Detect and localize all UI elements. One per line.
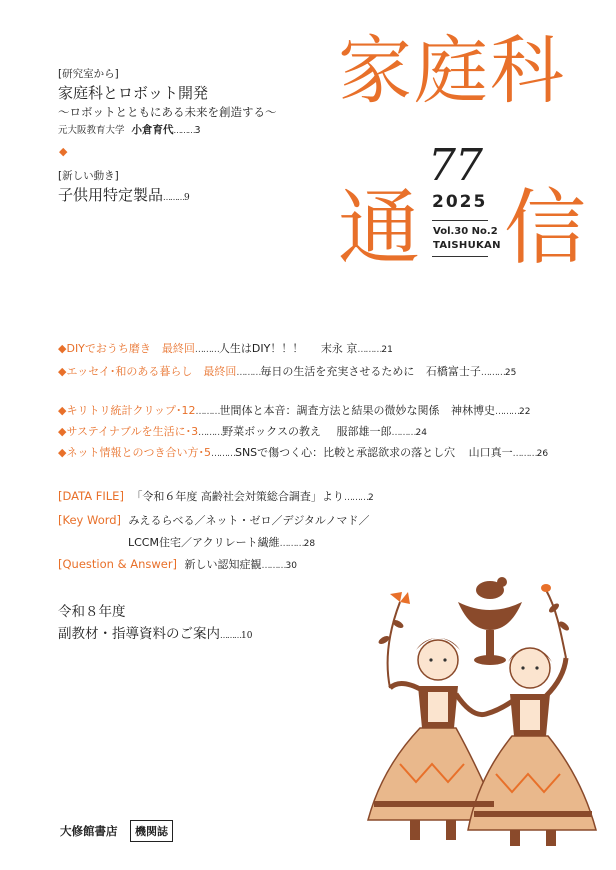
leader-dots: ……… [261,561,286,571]
page-number: 25 [504,368,517,378]
qa-row[interactable] [58,556,297,572]
serial-row[interactable] [58,444,548,460]
leader-dots: ……… [173,126,195,135]
serial-series: エッセイ･和のある暮らし 最終回 [66,365,237,378]
leader-dots: ……… [343,493,368,503]
serial-series: ネット情報とのつき合い方･5 [66,446,211,459]
news-tag: [新しい動き] [58,170,119,182]
serial-author: 神林博史 [451,404,496,417]
feature-tag: [研究室から] [58,68,119,80]
leader-dots: ……… [194,345,219,355]
serial-author: 山口真一 [468,446,513,459]
serial-title: 人生はDIY！！！ [218,342,304,355]
keyword-line1: みえるらべる／ネット・ゼロ／デジタルノマド／ [128,514,370,527]
masthead-char-right: 信 [504,181,587,276]
diamond-icon: ◆ [58,446,67,459]
keyword-row[interactable] [58,512,369,528]
leader-dots: ……… [357,345,382,355]
leader-dots: ……… [195,407,220,417]
diamond-icon: ◆ [58,365,67,378]
page-number: 30 [285,561,297,571]
issue-number: 77 [428,140,482,191]
catalog-title-text: 副教材・指導資料のご案内 [58,626,220,642]
serial-title: SNSで傷つく心：比較と承認欲求の落とし穴 [234,446,456,459]
serial-title: 毎日の生活を充実させるために [260,365,415,378]
journal-type-badge: 機関誌 [130,820,173,842]
masthead-title: 家庭科 [338,28,566,114]
page-number: 28 [303,539,316,549]
feature-author: 小倉育代 [131,124,174,136]
serial-series: サステイナブルを生活に･3 [66,425,199,438]
page-number: 22 [519,407,531,417]
news-title-text: 子供用特定製品 [58,186,164,204]
serial-author: 服部雄一郎 [336,425,392,438]
serial-row[interactable] [58,340,393,356]
keyword-row-2[interactable] [128,534,315,550]
masthead-char-left: 通 [338,181,421,276]
diamond-separator: ◆ [59,145,68,158]
news-title[interactable] [58,184,190,205]
page-number: 10 [241,631,253,641]
qa-label: [Question & Answer] [58,557,178,571]
serial-author: 石橋富士子 [425,365,481,378]
leader-dots: ……… [480,368,505,378]
leader-dots: ……… [391,428,416,438]
data-file-row[interactable] [58,488,374,504]
serial-row[interactable] [58,423,427,439]
leader-dots: ……… [495,407,520,417]
qa-text: 新しい認知症観 [184,558,262,571]
leader-dots: ……… [163,193,185,202]
leader-dots: ……… [279,539,304,549]
page-number: 26 [536,449,549,459]
leader-dots: ……… [512,449,537,459]
divider [432,220,488,221]
diamond-icon: ◆ [58,425,67,438]
serial-series: キリトリ統計クリップ･12 [66,404,196,417]
page-number: 24 [415,428,427,438]
serial-series: DIYでおうち磨き 最終回 [66,342,195,355]
divider [432,256,488,257]
leader-dots: ……… [210,449,235,459]
issue-year: 2025 [432,192,488,212]
leader-dots: ……… [198,428,223,438]
data-file-label: [DATA FILE] [58,489,124,503]
folk-dancers-illustration [360,568,600,850]
diamond-icon: ◆ [58,342,67,355]
publisher-english: TAISHUKAN [433,240,501,251]
keyword-line2: LCCM住宅／アクリレート繊維 [128,536,280,549]
serial-title: 野菜ボックスの教え [222,425,321,438]
catalog-title[interactable] [58,622,252,642]
feature-title[interactable]: 家庭科とロボット開発 [58,84,209,102]
page-number: 3 [194,125,201,136]
leader-dots: ……… [236,368,261,378]
keyword-label: [Key Word] [58,513,122,527]
volume-number: Vol.30 No.2 [433,226,498,237]
catalog-year: 令和８年度 [58,604,126,620]
page-number: 9 [184,193,190,203]
serial-title: 世間体と本音：調査方法と結果の微妙な関係 [219,404,440,417]
data-file-text: 「令和６年度 高齢社会対策総合調査」より [131,490,344,503]
feature-byline [58,122,201,137]
publisher-name: 大修館書店 [60,824,118,838]
serial-row[interactable] [58,363,516,379]
diamond-icon: ◆ [58,404,67,417]
feature-subtitle: 〜ロボットとともにある未来を創造する〜 [58,105,277,119]
serial-author: 末永 京 [320,342,358,355]
leader-dots: ……… [220,631,241,640]
feature-affiliation: 元大阪教育大学 [58,125,125,136]
page-number: 2 [367,493,374,503]
serial-row[interactable] [58,402,530,418]
page-number: 21 [381,345,393,355]
